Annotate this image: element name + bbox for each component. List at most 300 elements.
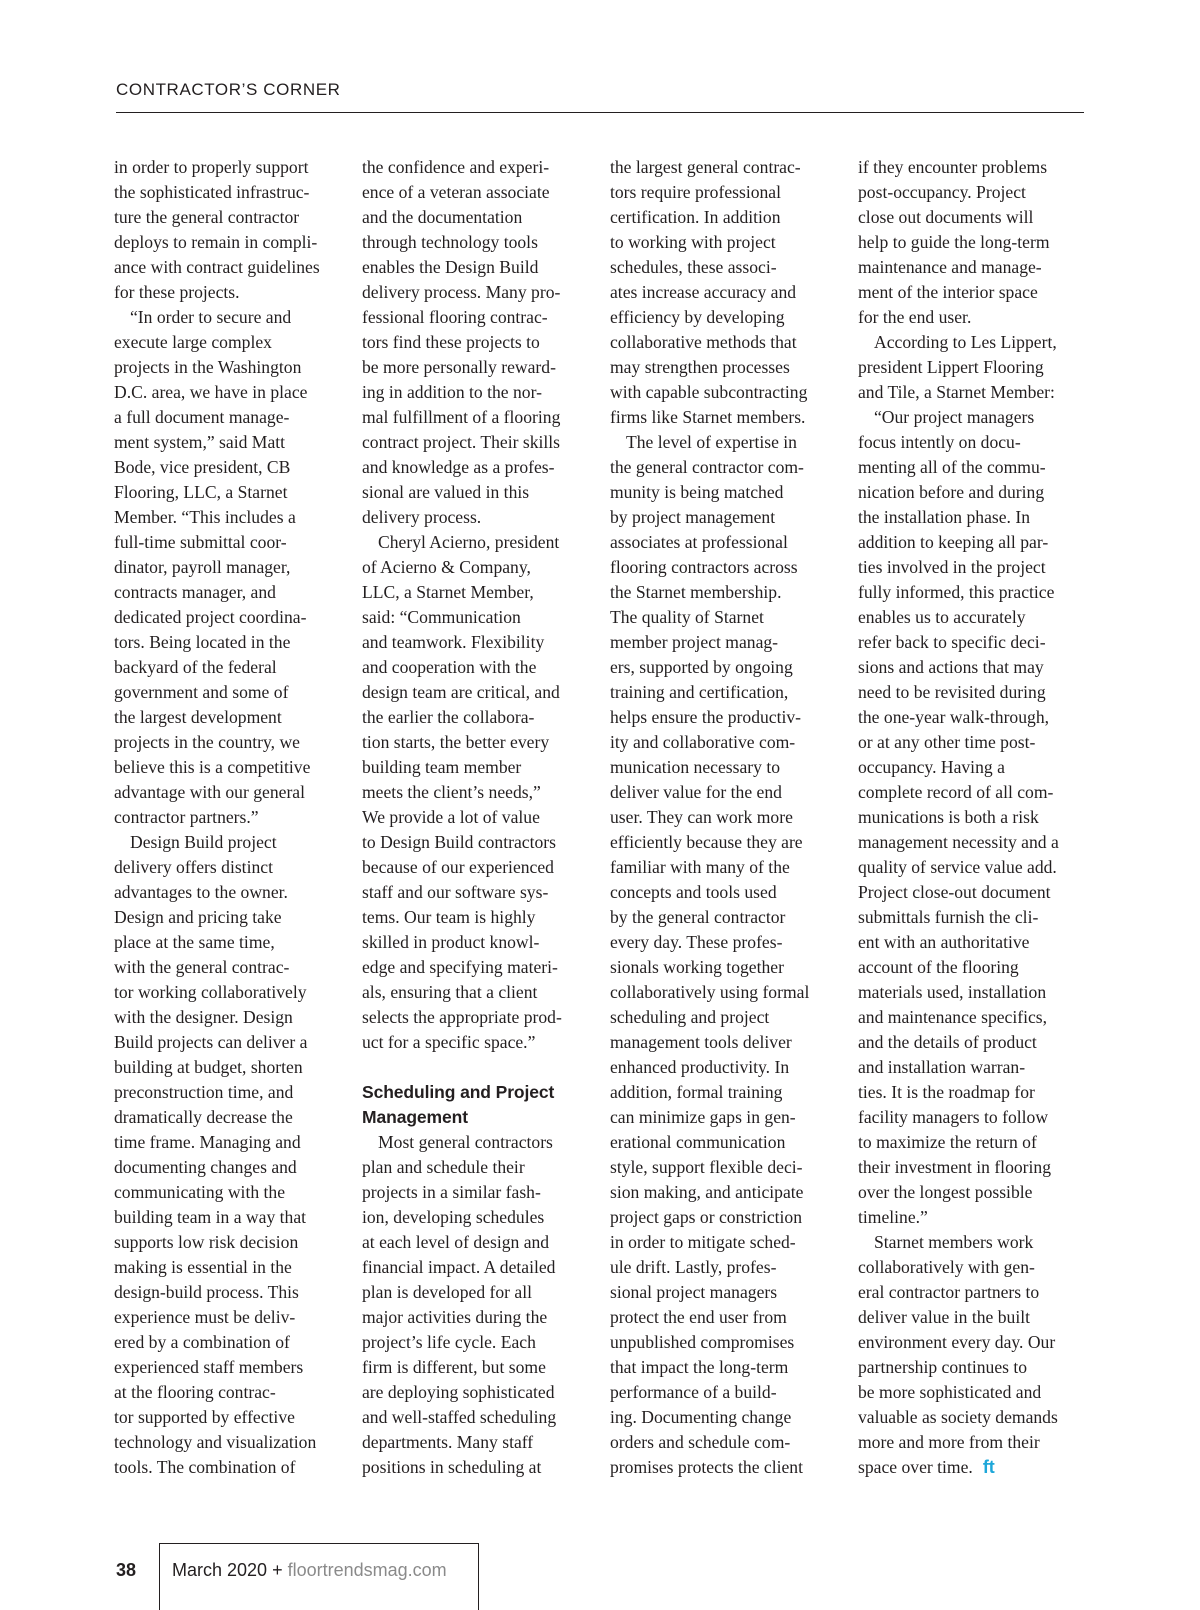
text-line	[114, 1080, 342, 1105]
text-line	[362, 830, 590, 855]
text-line	[858, 1355, 1086, 1380]
text-line	[610, 1130, 838, 1155]
line-text: ing in addition to the nor-	[362, 382, 542, 402]
line-text: partnership continues to	[858, 1357, 1028, 1377]
text-line	[858, 1155, 1086, 1180]
text-line	[858, 1080, 1086, 1105]
text-line	[610, 505, 838, 530]
line-text: ent with an authoritative	[858, 932, 1030, 952]
line-text: at the flooring contrac-	[114, 1382, 276, 1402]
text-line	[610, 380, 838, 405]
line-text: ties. It is the roadmap for	[858, 1082, 1035, 1102]
line-text: contract project. Their skills	[362, 432, 561, 452]
line-text: Cheryl Acierno, president	[378, 532, 560, 552]
text-line	[362, 230, 590, 255]
line-text: every day. These profes-	[610, 932, 783, 952]
line-text: for these projects.	[114, 282, 240, 302]
text-line	[858, 555, 1086, 580]
line-text: flooring contractors across	[610, 557, 798, 577]
text-line	[114, 605, 342, 630]
text-line	[362, 380, 590, 405]
line-text: tools. The combination of	[114, 1457, 296, 1477]
text-line	[858, 455, 1086, 480]
line-text: The level of expertise in	[626, 432, 797, 452]
text-line	[610, 1005, 838, 1030]
line-text: contracts manager, and	[114, 582, 276, 602]
line-text: ion, developing schedules	[362, 1207, 545, 1227]
text-line	[362, 1305, 590, 1330]
text-line	[362, 1430, 590, 1455]
line-text: focus intently on docu-	[858, 432, 1021, 452]
line-text: over the longest possible	[858, 1182, 1033, 1202]
line-text: dramatically decrease the	[114, 1107, 293, 1127]
text-line	[362, 430, 590, 455]
line-text: more and more from their	[858, 1432, 1040, 1452]
text-line	[610, 830, 838, 855]
text-line	[114, 855, 342, 880]
text-line	[610, 1205, 838, 1230]
line-text: the sophisticated infrastruc-	[114, 182, 310, 202]
text-line	[114, 705, 342, 730]
line-text: environment every day. Our	[858, 1332, 1056, 1352]
text-line	[362, 1280, 590, 1305]
text-line	[610, 280, 838, 305]
text-line	[114, 355, 342, 380]
line-text: Project close-out document	[858, 882, 1051, 902]
line-text: to working with project	[610, 232, 776, 252]
line-text: with capable subcontracting	[610, 382, 808, 402]
text-line	[362, 1130, 590, 1155]
text-line	[114, 805, 342, 830]
line-text: firms like Starnet members.	[610, 407, 806, 427]
line-text: ence of a veteran associate	[362, 182, 550, 202]
line-text: sions and actions that may	[858, 657, 1044, 677]
text-line	[362, 605, 590, 630]
line-text: the earlier the collabora-	[362, 707, 535, 727]
text-line	[114, 1105, 342, 1130]
article-column-4	[858, 155, 1086, 1480]
text-line	[610, 180, 838, 205]
text-line	[362, 805, 590, 830]
text-line	[858, 205, 1086, 230]
line-text: quality of service value add.	[858, 857, 1057, 877]
line-text: deliver value for the end	[610, 782, 782, 802]
line-text: project gaps or constriction	[610, 1207, 803, 1227]
header-rule	[116, 112, 1084, 113]
text-line	[610, 655, 838, 680]
text-line	[114, 930, 342, 955]
text-line	[610, 1155, 838, 1180]
line-text: the largest development	[114, 707, 282, 727]
text-line	[114, 330, 342, 355]
text-line	[114, 1130, 342, 1155]
text-line	[114, 1005, 342, 1030]
text-line	[858, 1105, 1086, 1130]
line-text: preconstruction time, and	[114, 1082, 294, 1102]
article-column-1	[114, 155, 342, 1480]
line-text: submittals furnish the cli-	[858, 907, 1039, 927]
line-text: building at budget, shorten	[114, 1057, 303, 1077]
text-line	[858, 905, 1086, 930]
text-line	[610, 855, 838, 880]
line-text: menting all of the commu-	[858, 457, 1046, 477]
text-line	[362, 905, 590, 930]
line-text: by project management	[610, 507, 776, 527]
line-text: tors find these projects to	[362, 332, 540, 352]
text-line	[114, 955, 342, 980]
line-text: technology and visualization	[114, 1432, 317, 1452]
line-text: Design Build project	[130, 832, 277, 852]
text-line	[362, 580, 590, 605]
line-text: major activities during the	[362, 1307, 548, 1327]
line-text: orders and schedule com-	[610, 1432, 791, 1452]
text-line	[858, 1180, 1086, 1205]
line-text: with the general contrac-	[114, 957, 290, 977]
line-text: Flooring, LLC, a Starnet	[114, 482, 288, 502]
line-text: nication before and during	[858, 482, 1045, 502]
line-text: management necessity and a	[858, 832, 1059, 852]
text-line	[858, 580, 1086, 605]
line-text: tion starts, the better every	[362, 732, 550, 752]
line-text: Member. “This includes a	[114, 507, 296, 527]
line-text: plan is developed for all	[362, 1282, 533, 1302]
text-line	[610, 1255, 838, 1280]
line-text: als, ensuring that a client	[362, 982, 538, 1002]
text-line	[610, 555, 838, 580]
line-text: time frame. Managing and	[114, 1132, 301, 1152]
text-line	[610, 1030, 838, 1055]
text-line	[362, 455, 590, 480]
line-text: in order to properly support	[114, 157, 309, 177]
text-line	[610, 755, 838, 780]
line-text: edge and specifying materi-	[362, 957, 558, 977]
text-line	[610, 705, 838, 730]
line-text: addition, formal training	[610, 1082, 783, 1102]
text-line	[362, 1380, 590, 1405]
line-text: with the designer. Design	[114, 1007, 293, 1027]
text-line	[858, 1055, 1086, 1080]
line-text: president Lippert Flooring	[858, 357, 1044, 377]
line-text: projects in a similar fash-	[362, 1182, 541, 1202]
text-line	[858, 730, 1086, 755]
text-line	[858, 1130, 1086, 1155]
line-text: help to guide the long-term	[858, 232, 1050, 252]
line-text: training and certification,	[610, 682, 789, 702]
text-line	[114, 580, 342, 605]
line-text: close out documents will	[858, 207, 1034, 227]
line-text: ment of the interior space	[858, 282, 1038, 302]
text-line	[858, 1330, 1086, 1355]
line-text: in order to mitigate sched-	[610, 1232, 796, 1252]
line-text: documenting changes and	[114, 1157, 297, 1177]
text-line	[362, 755, 590, 780]
line-text: at each level of design and	[362, 1232, 550, 1252]
article-column-2	[362, 155, 590, 1480]
text-line	[114, 755, 342, 780]
text-line	[114, 155, 342, 180]
line-text: space over time.	[858, 1457, 973, 1477]
text-line	[610, 430, 838, 455]
section-heading-line	[362, 1080, 590, 1105]
text-line	[858, 680, 1086, 705]
line-text: the largest general contrac-	[610, 157, 801, 177]
text-line	[858, 530, 1086, 555]
text-line	[610, 1380, 838, 1405]
line-text: munity is being matched	[610, 482, 784, 502]
text-line	[362, 555, 590, 580]
line-text: valuable as society demands	[858, 1407, 1058, 1427]
text-line	[114, 1055, 342, 1080]
line-text: government and some of	[114, 682, 289, 702]
line-text: to maximize the return of	[858, 1132, 1037, 1152]
text-line	[610, 1080, 838, 1105]
text-line	[114, 230, 342, 255]
line-text: of Acierno & Company,	[362, 557, 531, 577]
line-text: Scheduling and Project	[362, 1082, 555, 1102]
text-line	[610, 355, 838, 380]
line-text: projects in the country, we	[114, 732, 300, 752]
line-text: efficiency by developing	[610, 307, 785, 327]
line-text: and the documentation	[362, 207, 523, 227]
line-text: member project manag-	[610, 632, 779, 652]
text-line	[858, 705, 1086, 730]
text-line	[610, 630, 838, 655]
text-line	[114, 1155, 342, 1180]
text-line	[858, 755, 1086, 780]
line-text: ture the general contractor	[114, 207, 300, 227]
line-text: the Starnet membership.	[610, 582, 782, 602]
text-line	[114, 730, 342, 755]
line-text: need to be revisited during	[858, 682, 1046, 702]
line-text: ule drift. Lastly, profes-	[610, 1257, 777, 1277]
line-text: departments. Many staff	[362, 1432, 534, 1452]
text-line	[114, 630, 342, 655]
text-line	[858, 355, 1086, 380]
text-line	[114, 1230, 342, 1255]
line-text: may strengthen processes	[610, 357, 790, 377]
line-text: ance with contract guidelines	[114, 257, 320, 277]
text-line	[610, 880, 838, 905]
text-line	[362, 880, 590, 905]
text-line	[362, 180, 590, 205]
text-line	[114, 1455, 342, 1480]
line-text: full-time submittal coor-	[114, 532, 287, 552]
text-line	[362, 280, 590, 305]
line-text: According to Les Lippert,	[874, 332, 1057, 352]
line-text: maintenance and manage-	[858, 257, 1042, 277]
spacer-line	[362, 1055, 590, 1080]
text-line	[858, 1030, 1086, 1055]
line-text: We provide a lot of value	[362, 807, 540, 827]
text-line	[858, 605, 1086, 630]
text-line	[362, 1455, 590, 1480]
line-text: collaborative methods that	[610, 332, 797, 352]
line-text: materials used, installation	[858, 982, 1047, 1002]
line-text: promises protects the client	[610, 1457, 803, 1477]
line-text: design-build process. This	[114, 1282, 299, 1302]
line-text: ing. Documenting change	[610, 1407, 792, 1427]
line-text: can minimize gaps in gen-	[610, 1107, 796, 1127]
line-text: are deploying sophisticated	[362, 1382, 555, 1402]
line-text: selects the appropriate prod-	[362, 1007, 562, 1027]
text-line	[610, 1405, 838, 1430]
text-line	[858, 230, 1086, 255]
text-line	[114, 555, 342, 580]
line-text: and installation warran-	[858, 1057, 1026, 1077]
line-text: communicating with the	[114, 1182, 286, 1202]
text-line	[114, 430, 342, 455]
line-text: tors. Being located in the	[114, 632, 291, 652]
text-line	[610, 1230, 838, 1255]
line-text: associates at professional	[610, 532, 788, 552]
line-text: scheduling and project	[610, 1007, 770, 1027]
text-line	[362, 255, 590, 280]
line-text: advantages to the owner.	[114, 882, 288, 902]
text-line	[114, 1030, 342, 1055]
text-line	[610, 330, 838, 355]
text-line	[362, 1205, 590, 1230]
line-text: concepts and tools used	[610, 882, 777, 902]
line-text: dedicated project coordina-	[114, 607, 307, 627]
text-line	[858, 930, 1086, 955]
text-line	[858, 430, 1086, 455]
line-text: occupancy. Having a	[858, 757, 1005, 777]
line-text: “Our project managers	[874, 407, 1035, 427]
text-line	[858, 980, 1086, 1005]
text-line	[610, 1305, 838, 1330]
end-of-article-mark: ft	[982, 1457, 995, 1477]
article-column-3	[610, 155, 838, 1480]
line-text: through technology tools	[362, 232, 538, 252]
text-line	[858, 255, 1086, 280]
text-line	[114, 455, 342, 480]
line-text: refer back to specific deci-	[858, 632, 1046, 652]
line-text: experience must be deliv-	[114, 1307, 296, 1327]
line-text: be more personally reward-	[362, 357, 556, 377]
line-text: supports low risk decision	[114, 1232, 299, 1252]
line-text: Bode, vice president, CB	[114, 457, 291, 477]
text-line	[858, 180, 1086, 205]
text-line	[362, 1155, 590, 1180]
line-text: familiar with many of the	[610, 857, 790, 877]
line-text: because of our experienced	[362, 857, 554, 877]
section-title: CONTRACTOR’S CORNER	[116, 80, 341, 99]
line-text: ties involved in the project	[858, 557, 1046, 577]
text-line	[114, 905, 342, 930]
text-line	[114, 1380, 342, 1405]
line-text: delivery offers distinct	[114, 857, 273, 877]
line-text: and Tile, a Starnet Member:	[858, 382, 1055, 402]
text-line	[114, 1430, 342, 1455]
line-text: Management	[362, 1107, 468, 1127]
line-text: and teamwork. Flexibility	[362, 632, 545, 652]
line-text: Starnet members work	[874, 1232, 1034, 1252]
line-text: protect the end user from	[610, 1307, 787, 1327]
line-text: performance of a build-	[610, 1382, 777, 1402]
text-line	[362, 330, 590, 355]
line-text: firm is different, but some	[362, 1357, 546, 1377]
text-line	[858, 305, 1086, 330]
text-line	[610, 805, 838, 830]
line-text: sional project managers	[610, 1282, 778, 1302]
text-line	[610, 605, 838, 630]
text-line	[858, 880, 1086, 905]
text-line	[114, 480, 342, 505]
line-text: place at the same time,	[114, 932, 275, 952]
line-text: building team in a way that	[114, 1207, 307, 1227]
text-line	[362, 780, 590, 805]
text-line	[858, 1405, 1086, 1430]
text-line	[114, 280, 342, 305]
text-line	[114, 880, 342, 905]
line-text: facility managers to follow	[858, 1107, 1049, 1127]
line-text: ates increase accuracy and	[610, 282, 797, 302]
line-text: collaboratively using formal	[610, 982, 810, 1002]
text-line	[114, 180, 342, 205]
line-text: management tools deliver	[610, 1032, 792, 1052]
line-text: by the general contractor	[610, 907, 786, 927]
text-line	[362, 1230, 590, 1255]
text-line	[362, 1030, 590, 1055]
text-line	[858, 655, 1086, 680]
text-line	[362, 405, 590, 430]
text-line	[362, 955, 590, 980]
text-line	[610, 480, 838, 505]
line-text: plan and schedule their	[362, 1157, 525, 1177]
text-line	[858, 830, 1086, 855]
line-text: ment system,” said Matt	[114, 432, 286, 452]
text-line	[114, 305, 342, 330]
line-text: account of the flooring	[858, 957, 1019, 977]
text-line	[858, 1205, 1086, 1230]
website-link[interactable]: floortrendsmag.com	[287, 1560, 447, 1580]
text-line	[610, 1180, 838, 1205]
line-text: post-occupancy. Project	[858, 182, 1026, 202]
text-line	[610, 305, 838, 330]
line-text: enables us to accurately	[858, 607, 1026, 627]
text-line	[362, 705, 590, 730]
text-line	[858, 1380, 1086, 1405]
text-line	[114, 255, 342, 280]
line-text: the confidence and experi-	[362, 157, 550, 177]
line-text: be more sophisticated and	[858, 1382, 1042, 1402]
text-line	[362, 730, 590, 755]
line-text: eral contractor partners to	[858, 1282, 1040, 1302]
text-line	[858, 855, 1086, 880]
line-text: for the end user.	[858, 307, 972, 327]
line-text: building team member	[362, 757, 522, 777]
text-line	[114, 505, 342, 530]
line-text: positions in scheduling at	[362, 1457, 542, 1477]
line-text: Build projects can deliver a	[114, 1032, 308, 1052]
line-text: style, support flexible deci-	[610, 1157, 803, 1177]
text-line	[610, 1055, 838, 1080]
line-text: unpublished compromises	[610, 1332, 795, 1352]
text-line	[610, 205, 838, 230]
line-text: tor supported by effective	[114, 1407, 295, 1427]
text-line	[114, 980, 342, 1005]
text-line	[362, 1180, 590, 1205]
text-line	[362, 1005, 590, 1030]
text-line	[362, 530, 590, 555]
line-text: certification. In addition	[610, 207, 781, 227]
line-text: and cooperation with the	[362, 657, 537, 677]
text-line	[858, 155, 1086, 180]
line-text: and well-staffed scheduling	[362, 1407, 557, 1427]
line-text: tor working collaboratively	[114, 982, 307, 1002]
text-line	[858, 1005, 1086, 1030]
line-text: the one-year walk-through,	[858, 707, 1050, 727]
